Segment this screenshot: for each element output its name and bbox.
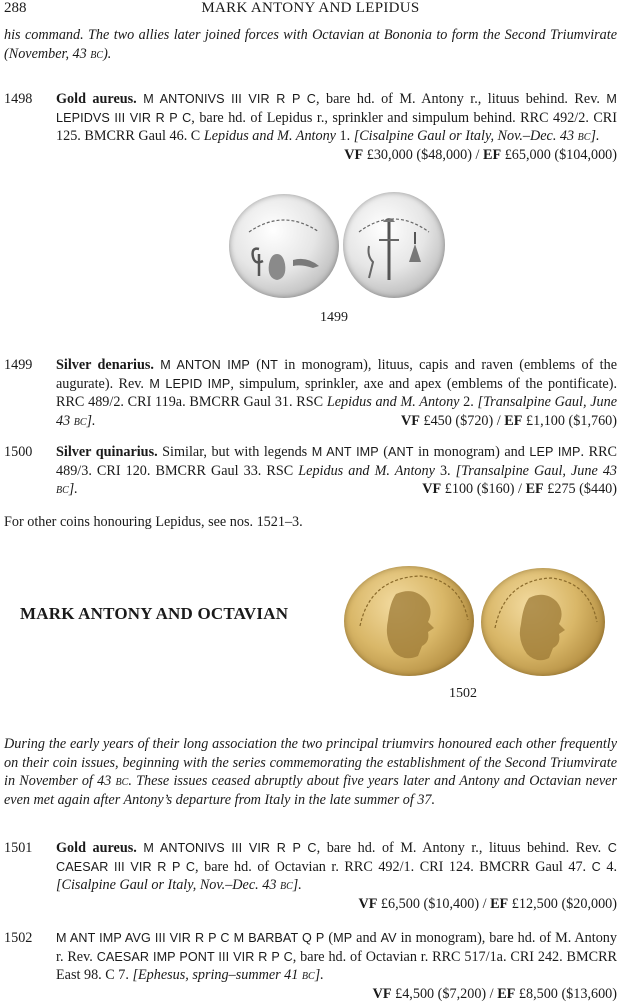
entry-number: 1500 <box>4 444 33 460</box>
mint-date: [Transalpine Gaul, June 43 bc]. <box>56 462 618 497</box>
reverse-legend: M LEPIDVS III VIR R P C <box>56 92 617 125</box>
reverse-legend: C CAESAR III VIR R P C <box>56 841 617 874</box>
entry-text: Silver denarius. M ANTON IMP (NT in monogram), lituus, capis and raven (emblems of the augurate). Rev. M LEPID IMP, simpulum, sprinkler, axe and apex (emblems of the pontificate). RRC 489/2. CRI 119a. BMCRR Gaul 31. RSC Lepidus and M. Antony 2. [Transalpine Gaul, June 43 bc]. VF £450 ($720) / EF £1,100 ($1,760) <box>56 357 617 429</box>
coin-reverse-image <box>343 192 445 298</box>
page-number: 288 <box>4 0 27 16</box>
monogram: MP <box>333 931 353 945</box>
monogram: ANT <box>388 445 414 459</box>
coin-type: Silver denarius. <box>56 357 154 373</box>
valuation: VF £450 ($720) / EF £1,100 ($1,760) <box>401 412 617 429</box>
entry-text: M ANT IMP AVG III VIR R P C M BARBAT Q P (MP and AV in monogram), bare hd. of M. Antony r. Rev. CAESAR IMP PONT III VIR R P C, bare hd. of Octavian r. RRC 517/1a. CRI 242. BMCRR East 98. C 7. [Ephesus, spring–summer 41 bc]. VF £4,500 ($7,200) / EF £8,500 ($13,600) <box>56 930 618 1002</box>
coin-reverse-image <box>481 568 605 676</box>
coin-type: Silver quinarius. <box>56 444 158 460</box>
obverse-legend: M ANTON IMP <box>160 358 250 372</box>
monogram: NT <box>260 358 278 372</box>
valuation: VF £30,000 ($48,000) / EF £65,000 ($104,000) <box>344 146 617 163</box>
obverse-legend: M ANT IMP AVG III VIR R P C M BARBAT Q P <box>56 931 325 945</box>
reverse-legend: LEP IMP <box>529 445 581 459</box>
figure-caption: 1502 <box>449 686 477 701</box>
coin-obverse-image <box>229 194 339 298</box>
entry-number: 1502 <box>4 930 33 946</box>
entry-text: Silver quinarius. Similar, but with legends M ANT IMP (ANT in monogram) and LEP IMP. RRC 489/3. CRI 120. BMCRR Gaul 33. RSC Lepidus and M. Antony 3. [Transalpine Gaul, June 43 bc]. VF £100 ($160) / EF £275 ($440) <box>56 444 618 497</box>
section-heading: MARK ANTONY AND OCTAVIAN <box>20 604 289 623</box>
running-header <box>4 0 617 20</box>
mint-date: [Cisalpine Gaul or Italy, Nov.–Dec. 43 bc]. <box>353 128 600 144</box>
valuation: VF £6,500 ($10,400) / EF £12,500 ($20,000) <box>358 895 617 912</box>
cross-reference: For other coins honouring Lepidus, see nos. 1521–3. <box>4 514 303 530</box>
portrait-octavian-icon <box>481 568 605 676</box>
entry-number: 1501 <box>4 840 33 856</box>
entry-number: 1498 <box>4 91 33 107</box>
obverse-legend: M ANT IMP <box>311 445 379 459</box>
reverse-legend: CAESAR IMP PONT III VIR R P C <box>96 949 293 964</box>
figure-caption: 1499 <box>320 310 348 325</box>
valuation: VF £100 ($160) / EF £275 ($440) <box>422 481 617 497</box>
mint-date: [Transalpine Gaul, June 43 bc]. <box>56 394 617 429</box>
entry-number: 1499 <box>4 357 33 373</box>
monogram: AV <box>380 931 397 945</box>
catalogue-entry-1498 <box>4 90 617 164</box>
obverse-legend: M ANTONIVS III VIR R P C <box>143 841 317 855</box>
portrait-antony-icon <box>344 566 474 676</box>
reverse-legend: M LEPID IMP <box>149 376 231 391</box>
catalogue-entry-1499 <box>4 356 617 430</box>
catalogue-entry-1501 <box>4 839 617 913</box>
lituus-capis-raven-icon <box>229 194 339 298</box>
coin-type: Gold aureus. <box>56 91 137 107</box>
coin-type: Gold aureus. <box>56 840 137 856</box>
section-intro: During the early years of their long association the two principal triumvirs honoured each other frequently on their coin issues, beginning with the series commemorating the establishment of the Second Triumvirate in November of 43 bc. These issues ceased abruptly about five years later and Antony and Octavian never even met again after Antony’s departure from Italy in the late summer of 37. <box>4 736 617 808</box>
pontifical-emblems-icon <box>343 192 445 298</box>
entry-text: Gold aureus. M ANTONIVS III VIR R P C, bare hd. of M. Antony r., lituus behind. Rev. C CAESAR III VIR R P C, bare hd. of Octavian r. RRC 492/1. CRI 124. BMCRR Gaul 47. C 4. [Cisalpine Gaul or Italy, Nov.–Dec. 43 bc]. VF £6,500 ($10,400) / EF £12,500 ($20,000) <box>56 840 618 912</box>
intro-paragraph: his command. The two allies later joined forces with Octavian at Bononia to form the Second Triumvirate (November, 43 bc). <box>4 27 617 62</box>
coin-obverse-image <box>344 566 474 676</box>
catalogue-entry-1500 <box>4 443 617 499</box>
running-title: MARK ANTONY AND LEPIDUS <box>201 0 420 16</box>
valuation: VF £4,500 ($7,200) / EF £8,500 ($13,600) <box>372 985 617 1002</box>
entry-text: Gold aureus. M ANTONIVS III VIR R P C, bare hd. of M. Antony r., lituus behind. Rev. M LEPIDVS III VIR R P C, bare hd. of Lepidus r., sprinkler and simpulum behind. RRC 492/2. CRI 125. BMCRR Gaul 46. C Lepidus and M. Antony 1. [Cisalpine Gaul or Italy, Nov.–Dec. 43 bc]. VF £30,000 ($48,000) / EF £65,000 ($104,000) <box>56 91 617 163</box>
mint-date: [Ephesus, spring–summer 41 bc]. <box>132 967 324 983</box>
obverse-legend: M ANTONIVS III VIR R P C <box>143 92 316 106</box>
catalogue-entry-1502 <box>4 929 617 1003</box>
mint-date: [Cisalpine Gaul or Italy, Nov.–Dec. 43 bc]. <box>56 877 302 893</box>
